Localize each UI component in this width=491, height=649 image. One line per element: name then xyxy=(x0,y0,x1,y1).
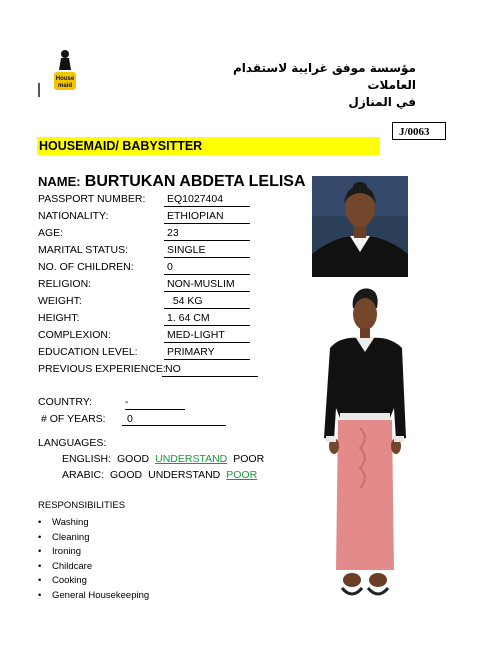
list-item: • Washing xyxy=(38,516,149,531)
field-value: NO xyxy=(162,363,258,377)
field-value: PRIMARY xyxy=(164,346,250,360)
language-label: ENGLISH: xyxy=(62,453,112,465)
field-value: NON-MUSLIM xyxy=(164,278,250,292)
field-value: SINGLE xyxy=(164,244,250,258)
language-arabic xyxy=(62,469,263,481)
language-english xyxy=(62,453,270,465)
field-row xyxy=(38,293,258,310)
portrait-photo xyxy=(312,176,408,277)
field-value: 23 xyxy=(164,227,250,241)
language-level-good: GOOD xyxy=(110,469,143,481)
field-row xyxy=(38,242,258,259)
field-row xyxy=(38,191,258,208)
field-row xyxy=(38,310,258,327)
svg-text:maid: maid xyxy=(57,83,73,89)
responsibilities-list xyxy=(38,516,149,603)
agency-name-line2: في المنازل xyxy=(348,95,416,109)
country-label: COUNTRY: xyxy=(38,396,93,408)
experience-years xyxy=(41,413,133,425)
years-value: 0 xyxy=(122,413,226,426)
field-row xyxy=(38,208,258,225)
candidate-name: NAME: BURTUKAN ABDETA LELISA xyxy=(38,173,306,190)
svg-text:House: House xyxy=(55,76,75,82)
field-label: RELIGION: xyxy=(38,278,92,290)
list-item: • Cleaning xyxy=(38,531,149,546)
field-label: PASSPORT NUMBER: xyxy=(38,193,146,205)
full-body-photo xyxy=(320,288,410,600)
field-value: 54 KG xyxy=(164,295,250,309)
field-row xyxy=(38,361,258,378)
field-value: 0 xyxy=(164,261,250,275)
list-item: • Ironing xyxy=(38,545,149,560)
field-label: WEIGHT: xyxy=(38,295,82,307)
language-level-good: GOOD xyxy=(117,453,150,465)
field-row xyxy=(38,276,258,293)
field-label: HEIGHT: xyxy=(38,312,80,324)
field-value: MED-LIGHT xyxy=(164,329,250,343)
name-label: NAME xyxy=(38,174,77,189)
language-label: ARABIC: xyxy=(62,469,105,481)
responsibilities-title: RESPONSIBILITIES xyxy=(38,500,126,511)
language-level-poor: POOR xyxy=(233,453,265,465)
country-value: - xyxy=(125,396,185,410)
list-item: • Cooking xyxy=(38,574,149,589)
languages-title: LANGUAGES: xyxy=(38,437,107,449)
field-row xyxy=(38,225,258,242)
years-label: # OF YEARS: xyxy=(41,413,106,425)
agency-logo xyxy=(52,48,78,92)
field-label: COMPLEXION: xyxy=(38,329,111,341)
field-label: EDUCATION LEVEL: xyxy=(38,346,138,358)
field-label: PREVIOUS EXPERIENCE: xyxy=(38,363,166,375)
list-item: • Childcare xyxy=(38,560,149,575)
field-label: AGE: xyxy=(38,227,64,239)
language-level-poor: POOR xyxy=(226,469,258,481)
experience-country xyxy=(38,396,129,408)
field-row xyxy=(38,259,258,276)
field-label: NATIONALITY: xyxy=(38,210,109,222)
language-level-understand: UNDERSTAND xyxy=(148,469,221,481)
field-value: 1. 64 CM xyxy=(164,312,250,326)
language-level-understand: UNDERSTAND xyxy=(155,453,228,465)
agency-name xyxy=(200,60,416,111)
field-row xyxy=(38,344,258,361)
field-row xyxy=(38,327,258,344)
reference-number: J/0063 xyxy=(392,122,446,140)
agency-name-line1: مؤسسة موفق غرايبة لاستقدام العاملات xyxy=(233,61,416,92)
position-title: HOUSEMAID/ BABYSITTER xyxy=(37,137,380,155)
field-label: NO. OF CHILDREN: xyxy=(38,261,134,273)
field-label: MARITAL STATUS: xyxy=(38,244,129,256)
name-value: BURTUKAN ABDETA LELISA xyxy=(84,173,306,190)
field-value: EQ1027404 xyxy=(164,193,250,207)
field-value: ETHIOPIAN xyxy=(164,210,250,224)
logo-divider xyxy=(38,83,40,97)
list-item: • General Housekeeping xyxy=(38,589,149,604)
